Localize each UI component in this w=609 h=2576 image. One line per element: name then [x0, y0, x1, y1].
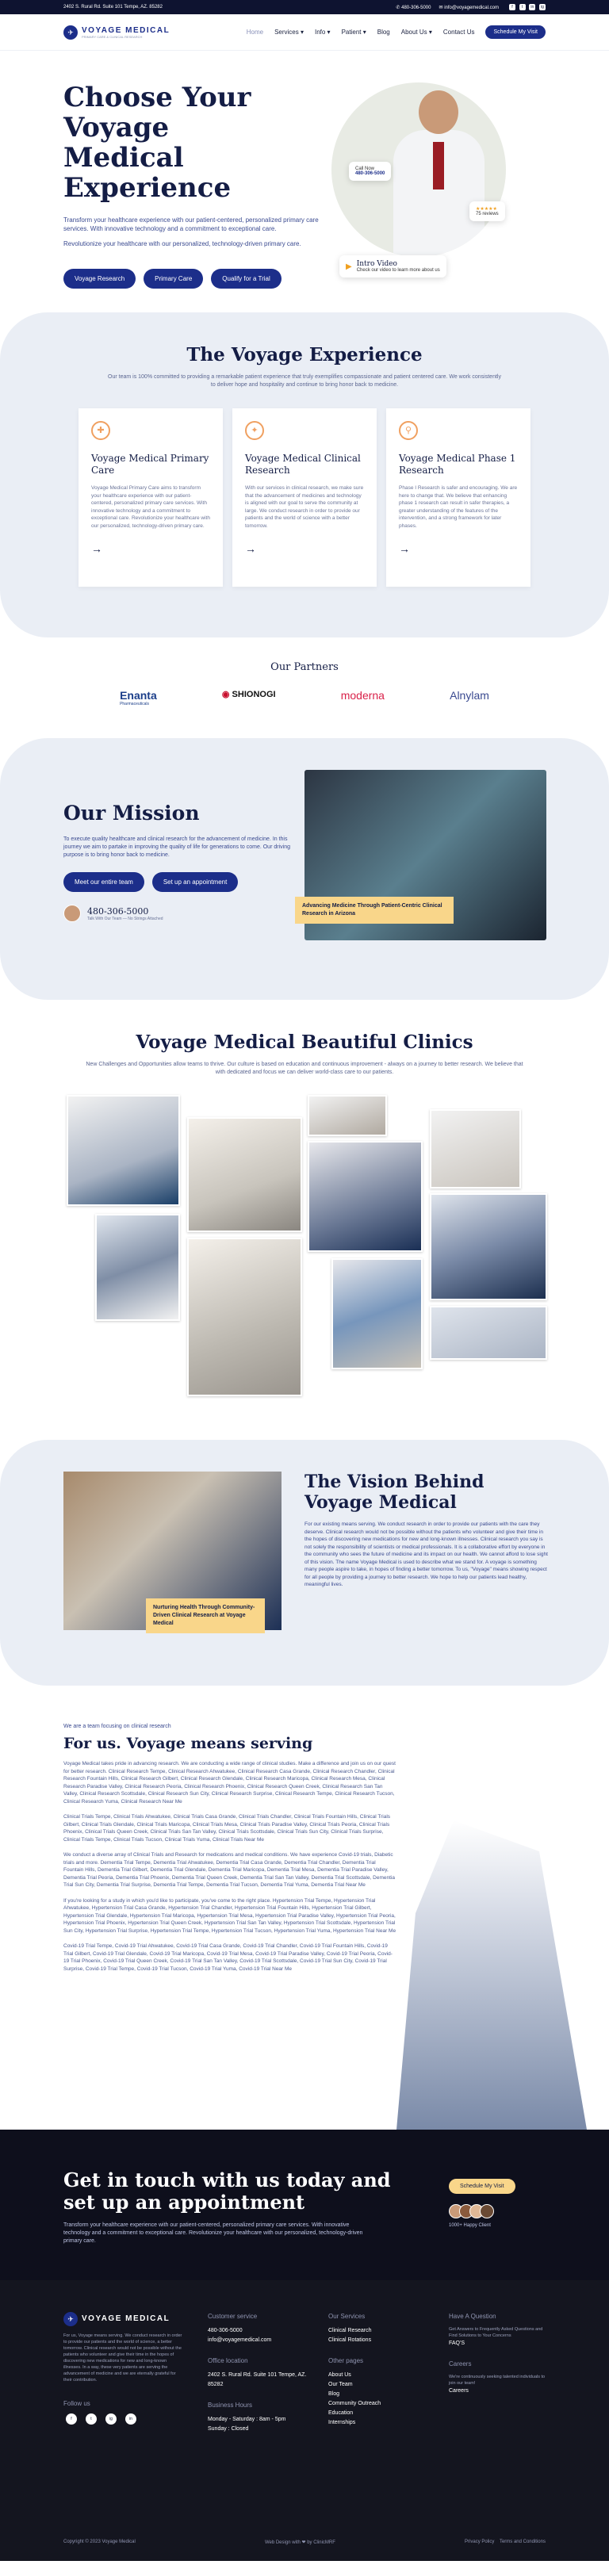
partner-sub: Pharmaceuticals: [120, 702, 150, 706]
footer-email[interactable]: info@voyagemedical.com: [208, 2337, 272, 2343]
partner-logo-enanta[interactable]: [120, 689, 157, 706]
footer-link[interactable]: Community Outreach: [328, 2401, 381, 2406]
arrow-right-icon[interactable]: →: [91, 542, 102, 555]
topbar-email-text: info@voyagemedical.com: [444, 5, 499, 10]
footer-hours: Sunday : Closed: [208, 2426, 249, 2432]
nav-item-about[interactable]: About Us ▾: [400, 29, 432, 36]
card-title: Voyage Medical Phase 1 Research: [399, 453, 516, 476]
rating-card: [469, 201, 505, 221]
intro-video-title: Intro Video: [356, 260, 397, 268]
vision-text: For our existing means serving. We conduct research in order to provide our patients with the care they deserve. Clinical research would not be possible without the patients who volunteer and give their time in the hopes of discovering new medications for new and long-known illnesses. Clinical research you say is not solely the responsibility of scientists or medical professionals. It is a collaborative effort by everyone in the community who sees the future of medicine and its impact on our health. We cannot afford to lose sight of this vision. The name Voyage Medical is used to describe what we stand for. A voyage is something many people aspire to take, in hopes of finding a better tomorrow. To us, "Voyage" means showing respect for all people by providing a journey to better research. We hope to help our patients lead healthy, meaningful lives.: [304, 1521, 548, 1587]
hero-text-2: Revolutionize your healthcare with our personalized, technology-driven primary care.: [63, 240, 301, 247]
facebook-icon[interactable]: f: [66, 2413, 77, 2425]
set-appointment-button[interactable]: Set up an appointment: [152, 872, 239, 892]
footer-phone[interactable]: 480-306-5000: [208, 2328, 243, 2333]
voyage-research-button[interactable]: Voyage Research: [63, 269, 136, 289]
partners-section: [0, 637, 609, 738]
card-primary-care[interactable]: [79, 408, 223, 587]
logo-icon: ✈: [63, 25, 78, 40]
call-now-phone: 480-306-5000: [355, 171, 385, 176]
clinic-photo: [331, 1258, 423, 1369]
cta-schedule-button[interactable]: Schedule My Visit: [449, 2179, 515, 2194]
footer-hours: Monday - Saturday : 8am - 5pm: [208, 2417, 286, 2422]
vision-section: [0, 1440, 609, 1686]
clinic-photo: [187, 1117, 302, 1232]
col-title: Office location: [208, 2357, 248, 2364]
instagram-icon[interactable]: ig: [539, 4, 546, 10]
topbar-phone[interactable]: ✆ 480-306-5000: [396, 5, 431, 10]
card-text: Phase I Research is safer and encouraging. We are here to change that. We believe that enhancing phase 1 research can result in safer therapies, a greater understanding of the features of the intervention, and a strong framework for later phases.: [399, 485, 518, 529]
clinic-photo: [430, 1109, 521, 1188]
card-text: Voyage Medical Primary Care aims to transform your healthcare experience with our patient-centered, personalized primary care services. With innovative technology and a commitment to exceptional care. Revolutionize your healthcare with our personalized, technology-driven primary care.: [91, 485, 210, 529]
clinics-title: Voyage Medical Beautiful Clinics: [136, 1032, 473, 1053]
faq-link[interactable]: FAQ'S: [449, 2341, 465, 2346]
col-title: Careers: [449, 2360, 472, 2367]
vision-badge: Nurturing Health Through Community-Driven Clinical Research at Voyage Medical: [146, 1598, 265, 1633]
partner-name: SHIONOGI: [232, 690, 276, 699]
logo[interactable]: [63, 25, 170, 40]
linkedin-icon[interactable]: in: [125, 2413, 136, 2425]
nav-item-info[interactable]: Info ▾: [314, 29, 331, 36]
partners-title: Our Partners: [270, 661, 339, 673]
magnifier-icon: ⚲: [399, 421, 418, 440]
clinic-photo: [187, 1238, 302, 1396]
footer-link[interactable]: Clinical Rotations: [328, 2337, 372, 2343]
primary-care-button[interactable]: Primary Care: [144, 269, 203, 289]
footer-link[interactable]: Blog: [328, 2391, 340, 2397]
partner-logo-moderna[interactable]: moderna: [340, 689, 385, 702]
meet-team-button[interactable]: Meet our entire team: [63, 872, 144, 892]
brand-tagline: PRIMARY CARE & CLINICAL RESEARCH: [82, 34, 143, 39]
clinic-photo: [430, 1193, 547, 1300]
topbar-address: 2402 S. Rural Rd. Suite 101 Tempe, AZ. 85282: [63, 5, 163, 10]
instagram-icon[interactable]: ig: [105, 2413, 117, 2425]
clinics-section: [0, 1000, 609, 1440]
mission-badge: Advancing Medicine Through Patient-Centric Clinical Research in Arizona: [295, 897, 454, 924]
footer-about: For us, Voyage means serving. We conduct research in order to provide our patients and the world of science, a better tomorrow. Clinical research would not be possible without the patients who volunteer and give their time in the hopes of discovering new medications for new and long-known illnesses. In a way, these very patients are serving the advancement of medicine and we are eternally grateful for their contribution.: [63, 2333, 182, 2383]
mission-phone-note: Talk With Our Team — No Strings Attached: [87, 916, 163, 921]
qualify-trial-button[interactable]: Qualify for a Trial: [211, 269, 281, 289]
mission-phone: 480-306-5000: [87, 905, 149, 917]
cta-text: Transform your healthcare experience with our patient-centered, personalized primary care services. With innovative technology and a commitment to exceptional care. Revolutionize your healthcare with our personalized, technology-driven primary care.: [63, 2222, 363, 2244]
serving-kicker: We are a team focusing on clinical research: [63, 1724, 171, 1729]
col-title: Our Services: [328, 2313, 366, 2320]
partner-logo-shionogi[interactable]: ◉ SHIONOGI: [221, 690, 276, 699]
privacy-link[interactable]: Privacy Policy: [465, 2540, 495, 2544]
doctor-tie: [433, 142, 444, 189]
nav-item-patient[interactable]: Patient ▾: [341, 29, 366, 36]
arrow-right-icon[interactable]: →: [399, 542, 410, 555]
follow-title: Follow us: [63, 2400, 90, 2407]
serving-paragraph: If you're looking for a study in which you'd like to participate, you've come to the right place. Hypertension Trial Tempe, Hypertension Trial Ahwatukee, Hypertension Trial Casa Grande, Hypertension Trial Chandler, Hypertension Trial Fountain Hills, Hypertension Trial Gilbert, Hypertension Trial Glendale, Hypertension Trial Maricopa, Hypertension Trial Mesa, Hypertension Trial Paradise Valley, Hypertension Trial Peoria, Hypertension Trial Phoenix, Hypertension Trial Queen Creek, Hypertension Trial San Tan Valley, Hypertension Trial Scottsdale, Hypertension Trial Sun City, Hypertension Trial Surprise, Hypertension Trial Tempe, Hypertension Trial Tucson, Hypertension Trial Yuma, Hypertension Trial Near Me: [63, 1897, 396, 1934]
card-clinical-research[interactable]: [232, 408, 377, 587]
intro-video-text: Check our video to learn more about us: [356, 268, 440, 273]
serving-paragraph: We conduct a diverse array of Clinical Trials and Research for medications and medical conditions. We have experience Covid-19 trials, Diabetic trials and more. Dementia Trial Tempe, Dementia Trial Ahwatukee, Dementia Trial Casa Grande, Dementia Trial Chandler, Dementia Trial Fountain Hills, Dementia Trial Gilbert, Dementia Trial Glendale, Dementia Trial Maricopa, Dementia Trial Mesa, Dementia Trial Paradise Valley, Dementia Trial Peoria, Dementia Trial Phoenix, Dementia Trial Queen Creek, Dementia Trial San Tan Valley, Dementia Trial Scottsdale, Dementia Trial Sun City, Dementia Trial Surprise, Dementia Trial Tempe, Dementia Trial Tucson, Dementia Trial Yuma, Dementia Trial Near Me: [63, 1852, 395, 1888]
col-title: Business Hours: [208, 2402, 253, 2409]
intro-video-card[interactable]: [339, 255, 446, 278]
nav-item-contact[interactable]: Contact Us: [442, 29, 475, 36]
linkedin-icon[interactable]: in: [529, 4, 535, 10]
footer-link[interactable]: About Us: [328, 2372, 351, 2378]
careers-text: We're continuously seeking talented individuals to join our team!: [449, 2375, 546, 2386]
social-links: [507, 4, 546, 10]
doctor-head: [419, 90, 458, 134]
footer: [0, 2280, 609, 2561]
footer-link[interactable]: Clinical Research: [328, 2328, 372, 2333]
twitter-icon[interactable]: t: [86, 2413, 97, 2425]
building-image: [396, 1820, 587, 2130]
logo-icon: ✈: [63, 2312, 78, 2326]
brand-name: VOYAGE MEDICAL: [82, 25, 170, 35]
rating-stars: ★★★★★: [476, 207, 497, 212]
main-nav: [0, 14, 609, 51]
mission-title: Our Mission: [63, 802, 200, 825]
clinic-photo: [308, 1095, 387, 1136]
col-title: Have A Question: [449, 2313, 496, 2320]
twitter-icon[interactable]: t: [519, 4, 526, 10]
serving-paragraph: Clinical Trials Tempe, Clinical Trials Ahwatukee, Clinical Trials Casa Grande, Clinical Trials Chandler, Clinical Trials Fountain Hills, Clinical Trials Gilbert, Clinical Trials Glendale, Clinical Trials Maricopa, Clinical Trials Mesa, Clinical Trials Paradise Valley, Clinical Trials Peoria, Clinical Trials Phoenix, Clinical Trials Queen Creek, Clinical Trials San Tan Valley, Clinical Trials Scottsdale, Clinical Trials Sun City, Clinical Trials Surprise, Clinical Trials Tempe, Clinical Trials Tucson, Clinical Trials Yuma, Clinical Trials Near Me: [63, 1814, 391, 1843]
hero-text-1: Transform your healthcare experience with our patient-centered, personalized primary care services. With innovative technology and a commitment to exceptional care.: [63, 216, 319, 232]
top-bar: [0, 0, 609, 14]
clinic-photo: [95, 1214, 180, 1321]
serving-paragraph: Covid-19 Trial Tempe, Covid-19 Trial Ahwatukee, Covid-19 Trial Casa Grande, Covid-19 Trial Chandler, Covid-19 Trial Fountain Hills, Covid-19 Trial Gilbert, Covid-19 Trial Glendale, Covid-19 Trial Maricopa, Covid-19 Trial Mesa, Covid-19 Trial Paradise Valley, Covid-19 Trial Peoria, Covid-19 Trial Phoenix, Covid-19 Trial Queen Creek, Covid-19 Trial San Tan Valley, Covid-19 Trial Scottsdale, Covid-19 Trial Sun City, Covid-19 Trial Surprise, Covid-19 Trial Tempe, Covid-19 Trial Tucson, Covid-19 Trial Yuma, Covid-19 Trial Near Me: [63, 1943, 393, 1972]
facebook-icon[interactable]: f: [509, 4, 515, 10]
primary-care-icon: ✚: [91, 421, 110, 440]
topbar-phone-text: 480-306-5000: [401, 5, 431, 10]
card-phase1-research[interactable]: [386, 408, 530, 587]
experience-subtitle: Our team is 100% committed to providing a remarkable patient experience that truly exemplifies compassionate and patient centered care. We work consistently to deliver hope and hospitality and continue to bring honor back to medicine.: [108, 374, 501, 388]
card-text: With our services in clinical research, we make sure that the advancement of medicines and technology is aligned with our goal to serve the community at large. We conduct research in order to provide our patients and the world of science with a better tomorrow.: [245, 485, 364, 529]
copyright: Copyright © 2023 Voyage Medical: [63, 2540, 136, 2544]
nav-item-services[interactable]: Services ▾: [274, 29, 304, 36]
footer-help-col: [449, 2312, 546, 2396]
call-now-label: Call Now: [355, 167, 375, 171]
serving-title: For us. Voyage means serving: [63, 1735, 313, 1752]
made-by[interactable]: Web Design with ❤ by ClinicMRF: [264, 2540, 335, 2545]
nav-item-home[interactable]: Home: [246, 29, 264, 36]
clinic-photo: [308, 1141, 423, 1252]
serving-section: [0, 1686, 609, 2130]
footer-address: 2402 S. Rural Rd. Suite 101 Tempe, AZ. 85282: [208, 2372, 307, 2387]
nav-menu: [247, 25, 546, 39]
careers-link[interactable]: Careers: [449, 2388, 469, 2394]
footer-about-col: [63, 2312, 182, 2425]
hero-section: [0, 51, 609, 312]
footer-contact-col: [208, 2312, 311, 2434]
experience-section: [0, 312, 609, 637]
vision-title: The Vision Behind Voyage Medical: [304, 1472, 485, 1513]
clinic-photo: [67, 1095, 180, 1206]
footer-link[interactable]: Our Team: [328, 2382, 353, 2387]
clinic-photo: [430, 1306, 547, 1360]
hero-title: Choose Your Voyage Medical Experience: [63, 82, 251, 204]
topbar-email[interactable]: ✉ info@voyagemedical.com: [439, 5, 499, 10]
footer-link[interactable]: Education: [328, 2410, 354, 2416]
happy-clients-text: 1000+ Happy Client: [449, 2223, 491, 2228]
call-now-card[interactable]: [349, 162, 391, 181]
nav-item-blog[interactable]: Blog: [377, 29, 390, 36]
col-title: Other pages: [328, 2357, 364, 2364]
play-icon[interactable]: ▶: [346, 262, 352, 271]
avatar: [63, 905, 81, 922]
footer-bottom: [63, 2540, 546, 2545]
card-title: Voyage Medical Primary Care: [91, 453, 209, 476]
footer-links-col: [328, 2312, 423, 2428]
research-icon: ✦: [245, 421, 264, 440]
mission-text: To execute quality healthcare and clinical research for the advancement of medicine. In this journey we aim to partake in improving the quality of life for generations to come. Our driving purpose is to bring honor back to medicine.: [63, 836, 290, 858]
terms-link[interactable]: Terms and Conditions: [499, 2540, 546, 2544]
rating-text: 75 reviews: [476, 212, 499, 216]
question-text: Get Answers to Frequently Asked Questions and Find Solutions to Your Concerns: [449, 2327, 543, 2338]
arrow-right-icon[interactable]: →: [245, 542, 256, 555]
happy-clients: [449, 2204, 490, 2218]
clinics-subtitle: New Challenges and Opportunities allow teams to thrive. Our culture is based on education and continuous improvement - always on a journey to better research. We believe that with dedicated and focus we can deliver world-class care to our patients.: [86, 1062, 523, 1075]
experience-title: The Voyage Experience: [186, 344, 423, 366]
footer-logo[interactable]: [63, 2312, 182, 2326]
schedule-visit-button[interactable]: Schedule My Visit: [485, 25, 546, 39]
cta-title: Get in touch with us today and set up an appointment: [63, 2168, 391, 2214]
serving-paragraph: Voyage Medical takes pride in advancing research. We are conducting a wide range of clinical studies. Make a difference and join us on our quest for better research. Clinical Research Tempe, Clinical Research Ahwatukee, Clinical Research Casa Grande, Clinical Research Chandler, Clinical Research Fountain Hills, Clinical Research Gilbert, Clinical Research Glendale, Clinical Research Maricopa, Clinical Research Mesa, Clinical Research Paradise Valley, Clinical Research Peoria, Clinical Research Phoenix, Clinical Research Queen Creek, Clinical Research San Tan Valley, Clinical Research Scottsdale, Clinical Research Sun City, Clinical Research Surprise, Clinical Research Tempe, Clinical Research Tucson, Clinical Research Yuma, Clinical Research Near Me: [63, 1761, 396, 1805]
card-title: Voyage Medical Clinical Research: [245, 453, 361, 476]
brand-name: VOYAGE MEDICAL: [82, 2314, 170, 2323]
partner-logo-alnylam[interactable]: Alnylam: [450, 689, 489, 702]
footer-link[interactable]: Internships: [328, 2420, 356, 2425]
col-title: Customer service: [208, 2313, 258, 2320]
mission-section: [0, 738, 609, 1000]
avatar: [480, 2204, 494, 2218]
partner-name: Enanta: [120, 689, 157, 702]
cta-section: [0, 2130, 609, 2280]
